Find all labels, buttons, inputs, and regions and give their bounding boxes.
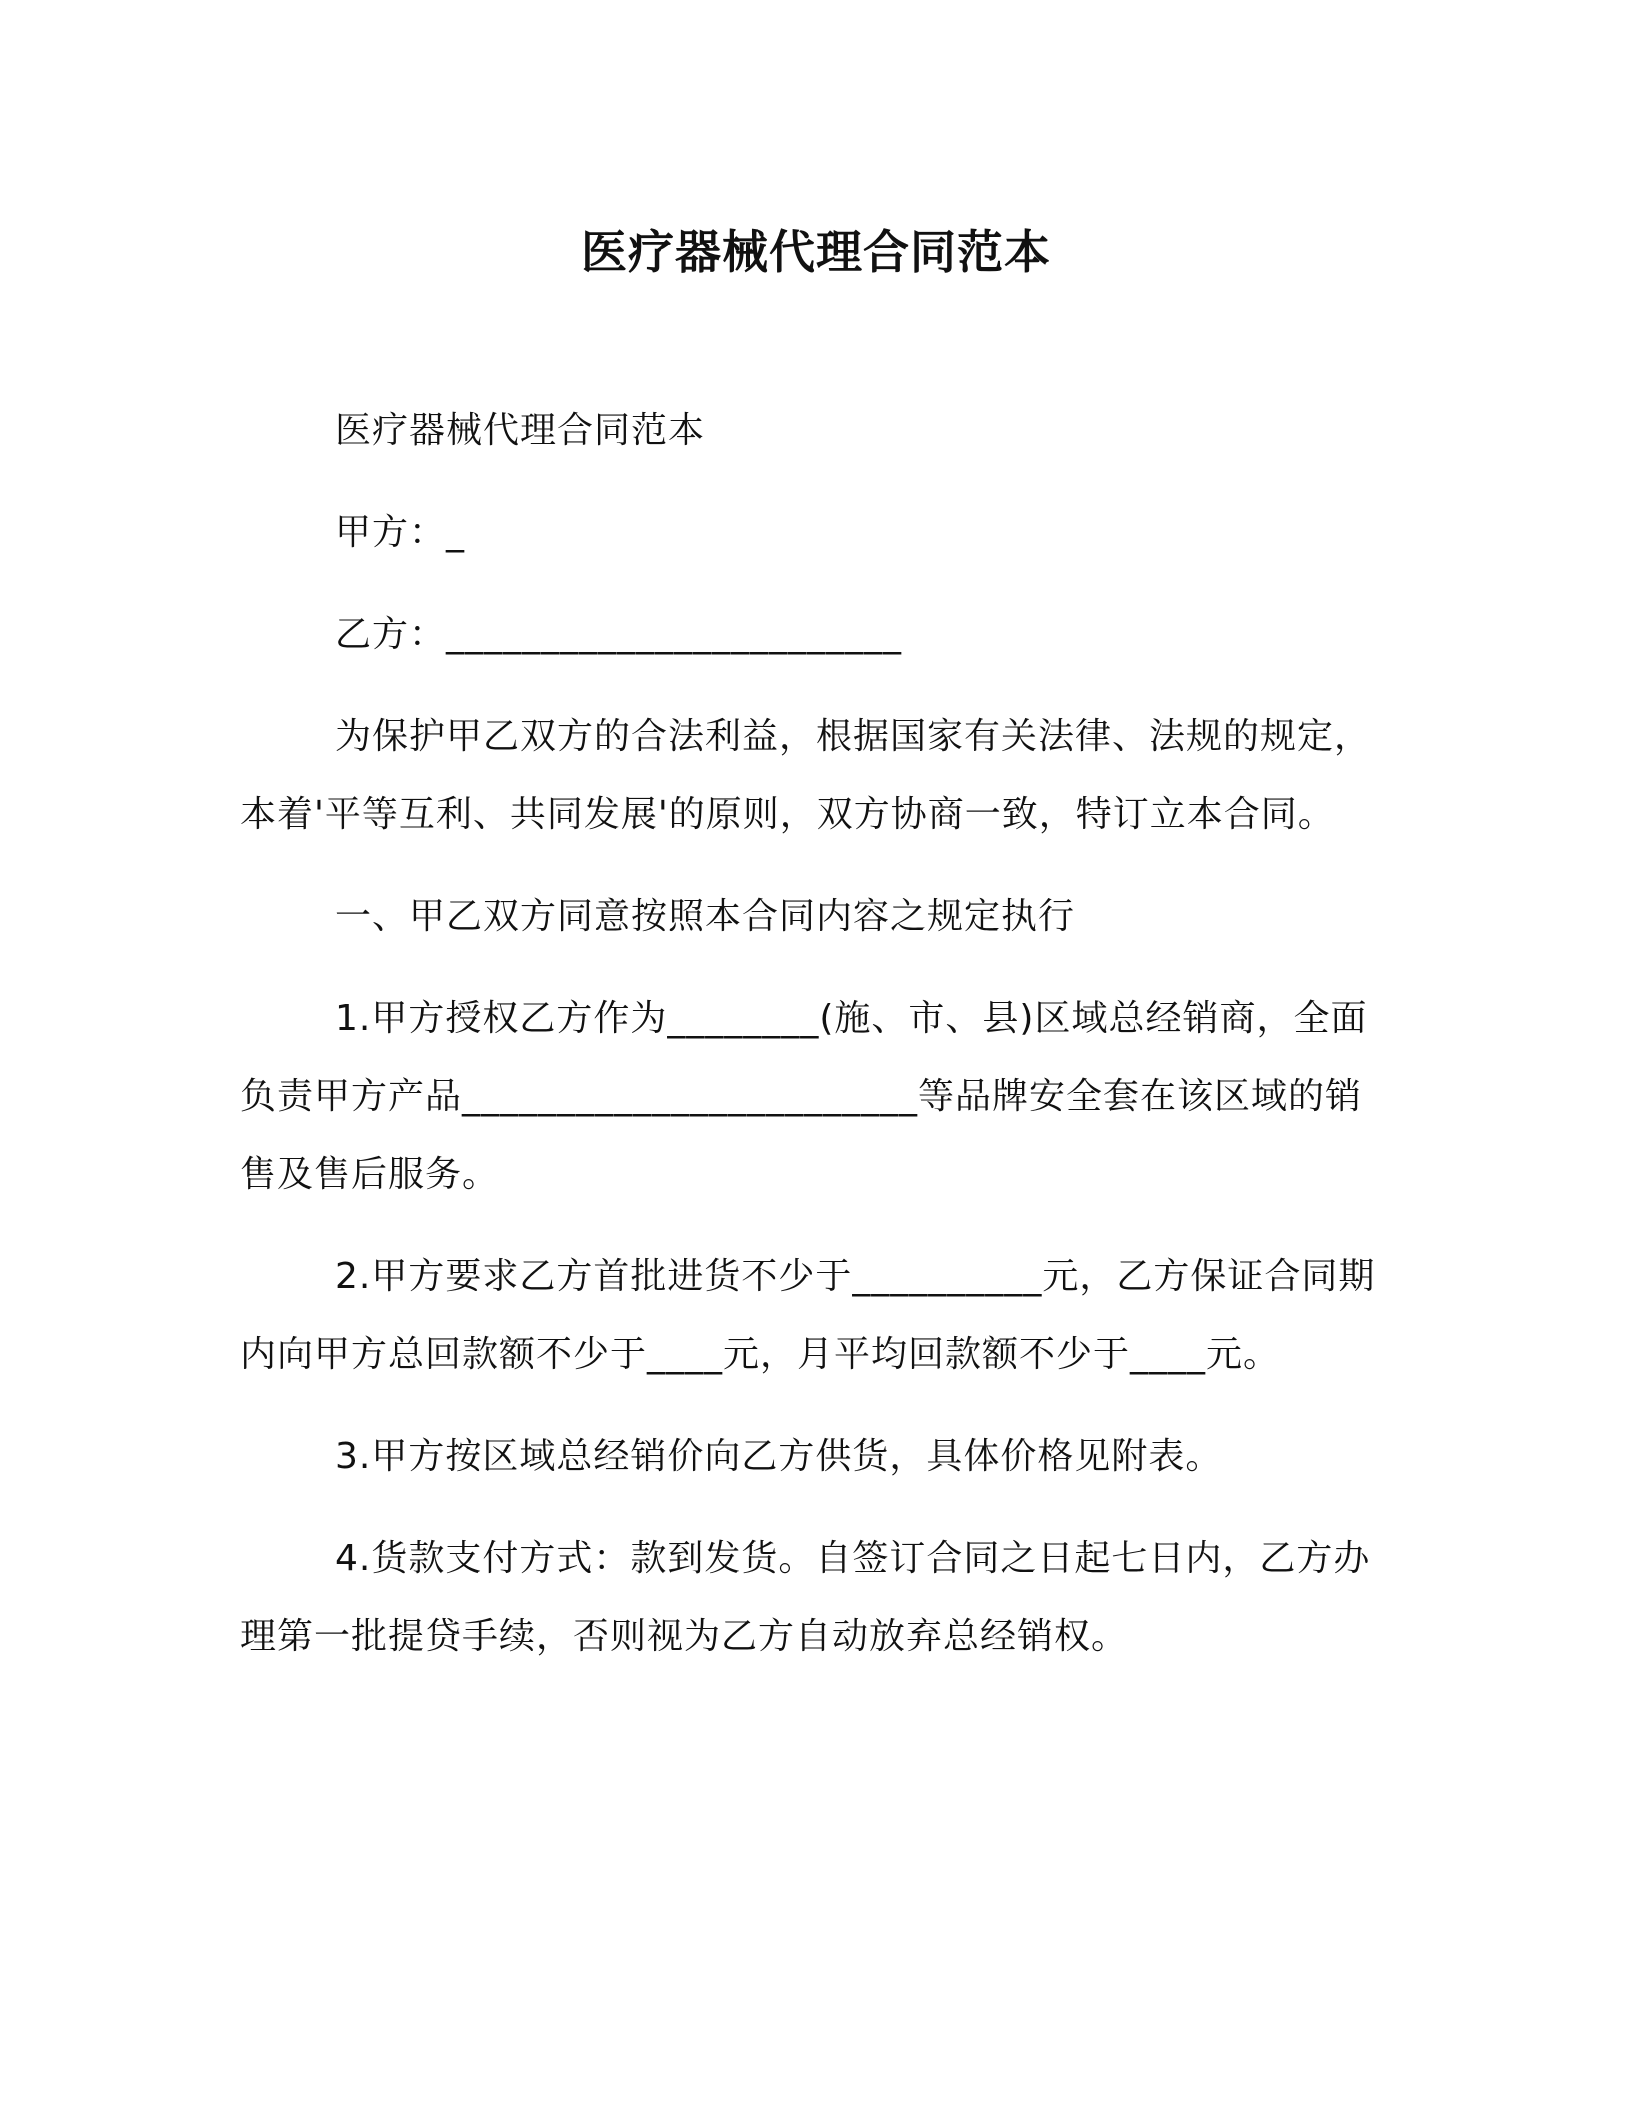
- party-b-line: 乙方：________________________: [335, 614, 903, 655]
- clause-2: 2.甲方要求乙方首批进货不少于__________元，乙方保证合同期内向甲方总回款额不少于____元，月平均回款额不少于____元。: [240, 1256, 1376, 1375]
- preamble-paragraph: 为保护甲乙双方的合法利益，根据国家有关法律、法规的规定，本着'平等互利、共同发展'的原则，双方协商一致，特订立本合同。: [240, 716, 1372, 835]
- clause-3: 3.甲方按区域总经销价向乙方供货，具体价格见附表。: [335, 1436, 1223, 1477]
- section-heading-1: 一、甲乙双方同意按照本合同内容之规定执行: [335, 896, 1076, 937]
- clause-4: 4.货款支付方式：款到发货。自签订合同之日起七日内，乙方办理第一批提贷手续，否则视为乙方自动放弃总经销权。: [240, 1538, 1371, 1657]
- party-a-line: 甲方：_: [335, 512, 466, 553]
- clause-1: 1.甲方授权乙方作为________(施、市、县)区域总经销商，全面负责甲方产品________________________等品牌安全套在该区域的销售及售后服务。: [240, 998, 1368, 1195]
- document-title: 医疗器械代理合同范本: [581, 225, 1051, 279]
- subtitle-paragraph: 医疗器械代理合同范本: [335, 410, 706, 451]
